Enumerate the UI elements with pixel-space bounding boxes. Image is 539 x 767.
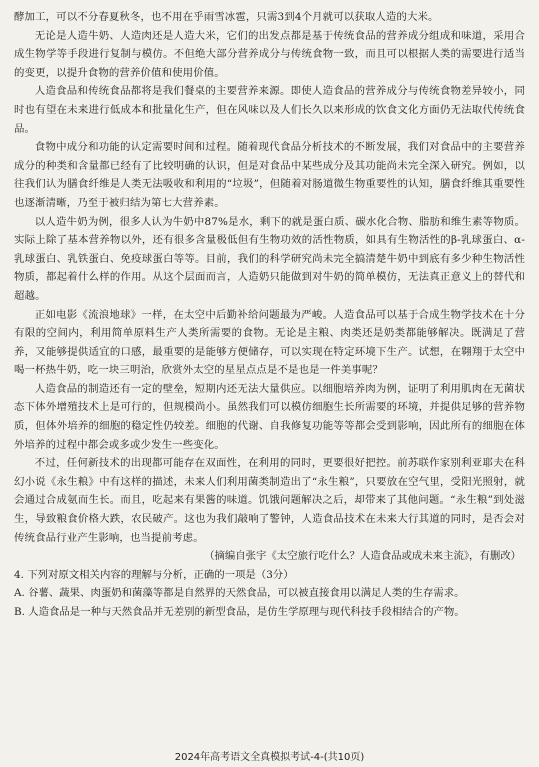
option-b: B. 人造食品是一种与天然食品并无差别的新型食品，是仿生学原理与现代科技手段相结合的产物。 xyxy=(14,606,465,618)
paragraph-7: 人造食品的制造还有一定的壁垒，短期内还无法大量供应。以细胞培养肉为例，证明了利用肌肉在无菌状态下体外增殖技术上是可行的，但规模尚小。虽然我们可以模仿细胞生长所需要的环境，并提供足够的营养物质，但体外培养的细胞的稳定性仍较差。细胞的代谢、自我修复功能等等都会受到影响，因此所有的细胞在体外培养的过程中都会或多或少发生一些变化。 xyxy=(14,382,525,451)
paragraph-5: 以人造牛奶为例，很多人认为牛奶中87%是水，剩下的就是蛋白质、碳水化合物、脂肪和维生素等物质。实际上除了基本营养物以外，还有很多含量极低但有生物功效的活性物质，如具有生物活性的β-乳球蛋白、α-乳球蛋白、乳铁蛋白、免疫球蛋白等等。目前，我们的科学研究尚未完全搞清楚牛奶中到底有多少种生物活性物质，都起着什么样的作用。从这个层面而言，人造奶只能做到对牛奶的简单模仿，无法真正意义上的替代和超越。 xyxy=(14,215,525,302)
paragraph-6: 正如电影《流浪地球》一样，在太空中后勤补给问题最为严峻。人造食品可以基于合成生物学技术在十分有限的空间内，利用简单原料生产人类所需要的食物。无论是主粮、肉类还是奶类都能够解决。既满足了营养，又能够提供适宜的口感，最重要的是能够方便储存，可以实现在特定环境下生产。试想，在翱翔于太空中喝一杯热牛奶，吃一块三明治，欣赏外太空的星星点点是不是也是一件美事呢？ xyxy=(14,308,525,377)
paragraph-8: 不过，任何新技术的出现都可能存在双面性，在利用的同时，更要很好把控。前苏联作家别利亚耶夫在科幻小说《永生粮》中有这样的描述，未来人们利用菌类制造出了“永生粮”，只要放在空气里，受阳光照射，就会通过合成氨而生长。而且，吃起来有果酱的味道。饥饿问题解决之后，却带来了其他问题。“永生粮”到处滋生，导致粮食价格大跌，农民破产。这也为我们敲响了警钟，人造食品技术在未来大行其道的同时，是否会对传统食品行业产生影响，也当提前考虑。 xyxy=(14,457,525,544)
paragraph-1: 酵加工，可以不分春夏秋冬，也不用在乎雨雪冰雹，只需3到4个月就可以获取人造的大米。 xyxy=(14,11,439,23)
paragraph-4: 食物中成分和功能的认定需要时间和过程。随着现代食品分析技术的不断发展，我们对食品中的主要营养成分的种类和含量都已经有了比较明确的认识，但是对食品中某些成分及其功能尚未完全深入研究。例如，以往我们认为膳食纤维是人类无法吸收和利用的“垃圾”，但随着对肠道微生物重要性的认知，膳食纤维其重要性也逐渐清晰，乃至于被归结为第七大营养素。 xyxy=(14,141,525,209)
question-4-title: 4. 下列对原文相关内容的理解与分析，正确的一项是（3分） xyxy=(14,568,294,581)
paragraph-2: 无论是人造牛奶、人造肉还是人造大米，它们的出发点都是基于传统食品的营养成分组成和味道，采用合成生物学等手段进行复制与模仿。不但绝大部分营养成分与传统食物一致，而且可以根据人类的需要进行适当的变更，以提升食物的营养价值和使用价值。 xyxy=(14,29,525,79)
option-a: A. 谷薯、蔬果、肉蛋奶和菌藻等都是自然界的天然食品，可以被直接食用以满足人类的生存需求。 xyxy=(14,587,465,600)
article-source: （摘编自张宇《太空旅行吃什么？人造食品或成未来主流》，有删改） xyxy=(204,550,521,563)
page-footer: 2024年高考语文全真模拟考试-4-(共10页) xyxy=(174,752,365,763)
paragraph-3: 人造食品和传统食品都将是我们餐桌的主要营养来源。即使人造食品的营养成分与传统食物差异较小，同时也有望在未来进行低成本和批量化生产，但在风味以及人们长久以来形成的饮食文化方面仍无法取代传统食品。 xyxy=(14,85,525,135)
